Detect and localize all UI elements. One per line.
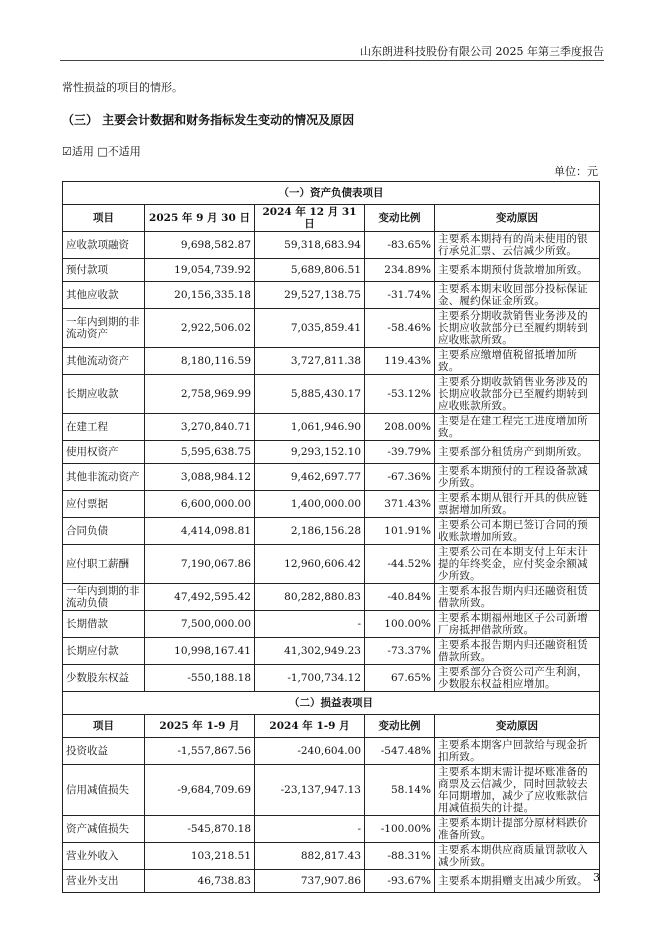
reason-cell: 主要系应缴增值税留抵增加所致。 xyxy=(435,348,600,375)
item-cell: 信用减值损失 xyxy=(63,765,145,816)
reason-cell: 主要系部分租赁房产到期所致。 xyxy=(435,441,600,464)
table-row xyxy=(63,259,600,282)
item-cell: 预付款项 xyxy=(63,259,145,282)
table-row xyxy=(63,870,600,893)
balance-section-title: （一）资产负债表项目 xyxy=(63,182,600,205)
reason-cell: 主要系本报告期内归还融资租赁借款所致。 xyxy=(435,584,600,611)
item-cell: 一年内到期的非流动资产 xyxy=(63,309,145,348)
item-cell: 长期应收款 xyxy=(63,375,145,414)
item-cell: 应收款项融资 xyxy=(63,232,145,259)
change-ratio-cell: 100.00% xyxy=(365,611,435,638)
reason-cell: 主要系公司在本期支付上年末计提的年终奖金，应付奖金余额减少所致。 xyxy=(435,545,600,584)
prior-value-cell: 5,689,806.51 xyxy=(255,259,365,282)
prior-value-cell: 9,462,697.77 xyxy=(255,464,365,491)
change-ratio-cell: -83.65% xyxy=(365,232,435,259)
intro-text: 常性损益的项目的情形。 xyxy=(62,81,183,94)
current-value-cell: -545,870.18 xyxy=(145,816,255,843)
change-ratio-cell: 119.43% xyxy=(365,348,435,375)
current-value-cell: 4,414,098.81 xyxy=(145,518,255,545)
reason-cell: 主要系公司本期已签订合同的预收账款增加所致。 xyxy=(435,518,600,545)
table-row xyxy=(63,611,600,638)
prior-value-cell: -1,700,734.12 xyxy=(255,665,365,692)
current-value-cell: 103,218.51 xyxy=(145,843,255,870)
change-ratio-cell: -31.74% xyxy=(365,282,435,309)
prior-value-cell: 9,293,152.10 xyxy=(255,441,365,464)
reason-cell: 主要系本期捐赠支出减少所致。 xyxy=(435,870,600,893)
table-row xyxy=(63,282,600,309)
current-value-cell: 9,698,582.87 xyxy=(145,232,255,259)
column-header: 项目 xyxy=(63,205,145,232)
column-header: 变动比例 xyxy=(365,205,435,232)
reason-cell: 主要系本期末收回部分投标保证金、履约保证金所致。 xyxy=(435,282,600,309)
current-value-cell: -550,188.18 xyxy=(145,665,255,692)
table-row xyxy=(63,309,600,348)
item-cell: 营业外支出 xyxy=(63,870,145,893)
prior-value-cell: -240,604.00 xyxy=(255,738,365,765)
item-cell: 应付职工薪酬 xyxy=(63,545,145,584)
current-value-cell: 20,156,335.18 xyxy=(145,282,255,309)
current-value-cell: -9,684,709.69 xyxy=(145,765,255,816)
column-header: 2025 年 9 月 30 日 xyxy=(145,205,255,232)
table-row xyxy=(63,491,600,518)
column-header: 变动比例 xyxy=(365,715,435,738)
item-cell: 营业外收入 xyxy=(63,843,145,870)
change-ratio-cell: 67.65% xyxy=(365,665,435,692)
column-header: 变动原因 xyxy=(435,715,600,738)
change-ratio-cell: -39.79% xyxy=(365,441,435,464)
reason-cell: 主要系本期预付货款增加所致。 xyxy=(435,259,600,282)
page-header xyxy=(60,38,604,61)
reason-cell: 主要系本报告期内归还融资租赁借款所致。 xyxy=(435,638,600,665)
table-row xyxy=(63,545,600,584)
column-header: 项目 xyxy=(63,715,145,738)
prior-value-cell: 882,817.43 xyxy=(255,843,365,870)
reason-cell: 主要系本期供应商质量罚款收入减少所致。 xyxy=(435,843,600,870)
page-number: 3 xyxy=(593,871,600,884)
reason-cell: 主要系部分合资公司产生利润，少数股东权益相应增加。 xyxy=(435,665,600,692)
balance-header-row xyxy=(63,205,600,232)
table-row xyxy=(63,464,600,491)
financial-table xyxy=(62,181,600,893)
current-value-cell: 3,270,840.71 xyxy=(145,414,255,441)
table-row xyxy=(63,232,600,259)
item-cell: 在建工程 xyxy=(63,414,145,441)
table-row xyxy=(63,816,600,843)
prior-value-cell: - xyxy=(255,611,365,638)
change-ratio-cell: -88.31% xyxy=(365,843,435,870)
item-cell: 长期应付款 xyxy=(63,638,145,665)
prior-value-cell: 2,186,156.28 xyxy=(255,518,365,545)
current-value-cell: 7,190,067.86 xyxy=(145,545,255,584)
item-cell: 合同负债 xyxy=(63,518,145,545)
change-ratio-cell: -58.46% xyxy=(365,309,435,348)
item-cell: 资产减值损失 xyxy=(63,816,145,843)
item-cell: 其他流动资产 xyxy=(63,348,145,375)
table-row xyxy=(63,441,600,464)
prior-value-cell: 3,727,811.38 xyxy=(255,348,365,375)
reason-cell: 主要系本期客户回款给与现金折扣所致。 xyxy=(435,738,600,765)
reason-cell: 主要系本期从银行开具的供应链票据增加所致。 xyxy=(435,491,600,518)
change-ratio-cell: -44.52% xyxy=(365,545,435,584)
table-row xyxy=(63,665,600,692)
income-section-title: （二）损益表项目 xyxy=(63,692,600,715)
change-ratio-cell: -53.12% xyxy=(365,375,435,414)
change-ratio-cell: 58.14% xyxy=(365,765,435,816)
current-value-cell: 7,500,000.00 xyxy=(145,611,255,638)
change-ratio-cell: 101.91% xyxy=(365,518,435,545)
column-header: 2024 年 12 月 31 日 xyxy=(255,205,365,232)
prior-value-cell: 80,282,880.83 xyxy=(255,584,365,611)
item-cell: 使用权资产 xyxy=(63,441,145,464)
column-header: 2024 年 1-9 月 xyxy=(255,715,365,738)
table-row xyxy=(63,638,600,665)
applicable-checkbox-line: ☑适用 □不适用 xyxy=(62,145,141,158)
prior-value-cell: 1,400,000.00 xyxy=(255,491,365,518)
item-cell: 少数股东权益 xyxy=(63,665,145,692)
reason-cell: 主要系本期持有的尚未使用的银行承兑汇票、云信减少所致。 xyxy=(435,232,600,259)
prior-value-cell: 1,061,946.90 xyxy=(255,414,365,441)
reason-cell: 主要系本期预付的工程设备款减少所致。 xyxy=(435,464,600,491)
change-ratio-cell: -547.48% xyxy=(365,738,435,765)
table-row xyxy=(63,765,600,816)
table-row xyxy=(63,348,600,375)
change-ratio-cell: -100.00% xyxy=(365,816,435,843)
change-ratio-cell: -67.36% xyxy=(365,464,435,491)
current-value-cell: 2,922,506.02 xyxy=(145,309,255,348)
prior-value-cell: 29,527,138.75 xyxy=(255,282,365,309)
table-row xyxy=(63,738,600,765)
income-section-title-row xyxy=(63,692,600,715)
current-value-cell: 5,595,638.75 xyxy=(145,441,255,464)
prior-value-cell: -23,137,947.13 xyxy=(255,765,365,816)
report-title: 山东朗进科技股份有限公司 2025 年第三季度报告 xyxy=(360,45,604,58)
reason-cell: 主要系分期收款销售业务涉及的长期应收款部分已至履约期转到应收账款所致。 xyxy=(435,309,600,348)
table-row xyxy=(63,375,600,414)
prior-value-cell: 12,960,606.42 xyxy=(255,545,365,584)
prior-value-cell: 59,318,683.94 xyxy=(255,232,365,259)
current-value-cell: 8,180,116.59 xyxy=(145,348,255,375)
reason-cell: 主要系本期福州地区子公司新增厂房抵押借款所致。 xyxy=(435,611,600,638)
current-value-cell: 46,738.83 xyxy=(145,870,255,893)
current-value-cell: 3,088,984.12 xyxy=(145,464,255,491)
table-row xyxy=(63,414,600,441)
change-ratio-cell: -73.37% xyxy=(365,638,435,665)
unit-label: 单位：元 xyxy=(554,165,598,178)
change-ratio-cell: 208.00% xyxy=(365,414,435,441)
item-cell: 一年内到期的非流动负债 xyxy=(63,584,145,611)
reason-cell: 主要系分期收款销售业务涉及的长期应收款部分已至履约期转到应收账款所致。 xyxy=(435,375,600,414)
item-cell: 其他非流动资产 xyxy=(63,464,145,491)
current-value-cell: 6,600,000.00 xyxy=(145,491,255,518)
change-ratio-cell: -40.84% xyxy=(365,584,435,611)
item-cell: 应付票据 xyxy=(63,491,145,518)
current-value-cell: 2,758,969.99 xyxy=(145,375,255,414)
change-ratio-cell: 371.43% xyxy=(365,491,435,518)
reason-cell: 主要是在建工程完工进度增加所致。 xyxy=(435,414,600,441)
current-value-cell: 47,492,595.42 xyxy=(145,584,255,611)
balance-section-title-row xyxy=(63,182,600,205)
income-header-row xyxy=(63,715,600,738)
change-ratio-cell: 234.89% xyxy=(365,259,435,282)
table-row xyxy=(63,518,600,545)
item-cell: 其他应收款 xyxy=(63,282,145,309)
column-header: 2025 年 1-9 月 xyxy=(145,715,255,738)
current-value-cell: -1,557,867.56 xyxy=(145,738,255,765)
item-cell: 长期借款 xyxy=(63,611,145,638)
item-cell: 投资收益 xyxy=(63,738,145,765)
prior-value-cell: 7,035,859.41 xyxy=(255,309,365,348)
reason-cell: 主要系本期计提部分原材料跌价准备所致。 xyxy=(435,816,600,843)
prior-value-cell: 41,302,949.23 xyxy=(255,638,365,665)
change-ratio-cell: -93.67% xyxy=(365,870,435,893)
current-value-cell: 10,998,167.41 xyxy=(145,638,255,665)
section-title: （三） 主要会计数据和财务指标发生变动的情况及原因 xyxy=(62,113,355,127)
column-header: 变动原因 xyxy=(435,205,600,232)
table-row xyxy=(63,584,600,611)
prior-value-cell: 737,907.86 xyxy=(255,870,365,893)
prior-value-cell: - xyxy=(255,816,365,843)
current-value-cell: 19,054,739.92 xyxy=(145,259,255,282)
table-row xyxy=(63,843,600,870)
reason-cell: 主要系本期末需计提坏账准备的商票及云信减少，同时回款较去年同期增加，减少了应收账款信用减值损失的计提。 xyxy=(435,765,600,816)
prior-value-cell: 5,885,430.17 xyxy=(255,375,365,414)
